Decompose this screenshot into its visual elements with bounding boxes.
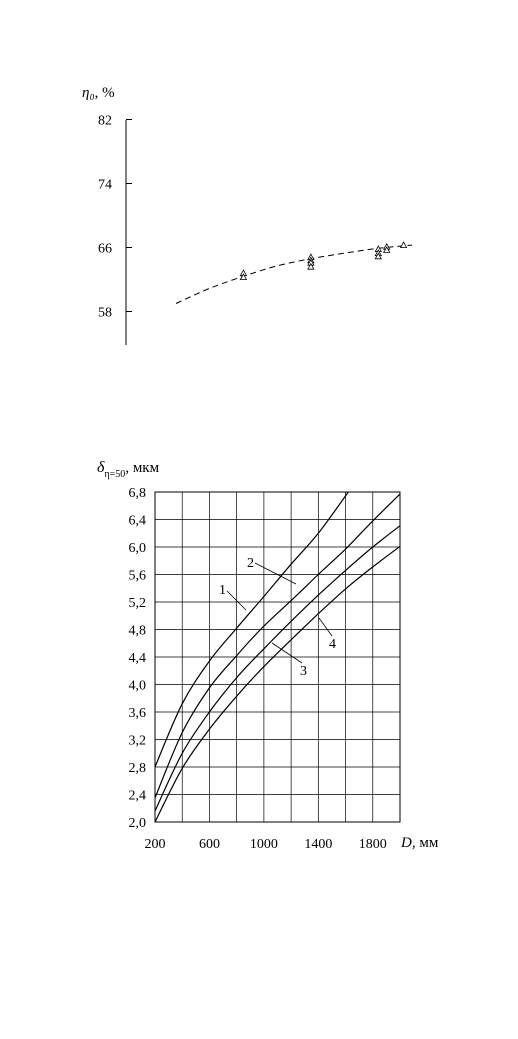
efficiency-y-tick-label: 66 (98, 241, 112, 257)
cut-size-curve-2 (155, 494, 400, 798)
cut-size-x-tick-label: 600 (198, 837, 220, 852)
efficiency-y-tick-label: 82 (98, 113, 112, 129)
efficiency-y-ticks (98, 114, 132, 321)
cut-size-ylabel (97, 459, 160, 480)
cut-size-curve-label-4: 4 (329, 637, 336, 652)
cut-size-y-tick-label: 4,8 (128, 623, 146, 639)
cut-size-y-tick-label: 2,0 (128, 816, 146, 831)
efficiency-ylabel-symbol: η₀ (82, 85, 95, 101)
cut-size-x-ticks (145, 837, 387, 852)
cut-size-chart (97, 459, 439, 852)
cut-size-x-tick-label: 1800 (358, 837, 387, 852)
cut-size-y-ticks (129, 486, 147, 831)
cut-size-y-tick-label: 6,8 (128, 486, 146, 501)
efficiency-y-tick-label: 58 (98, 305, 112, 321)
cut-size-y-tick-label: 5,2 (128, 596, 146, 611)
efficiency-ylabel-unit: , % (94, 85, 115, 101)
cut-size-y-tick-label: 2,4 (128, 788, 146, 804)
cut-size-y-tick-label: 4,0 (128, 678, 146, 694)
cut-size-ylabel-symbol: δ (97, 459, 105, 476)
cut-size-xlabel (400, 835, 439, 851)
cut-size-xlabel-unit: , мм (411, 835, 439, 851)
cut-size-curve-label-2: 2 (247, 556, 254, 571)
cut-size-y-tick-label: 5,6 (128, 568, 146, 584)
cut-size-curve-label-leader (272, 643, 302, 663)
cut-size-y-tick-label: 6,0 (128, 541, 146, 556)
cut-size-curve-label-leader (319, 618, 332, 636)
efficiency-chart (82, 85, 412, 345)
cut-size-curve-3 (155, 526, 400, 811)
cut-size-y-tick-label: 3,2 (128, 733, 146, 749)
cut-size-ylabel-unit: , мкм (125, 460, 160, 476)
efficiency-ylabel (82, 85, 115, 101)
efficiency-y-tick-label: 74 (98, 177, 112, 193)
cut-size-x-tick-label: 1000 (249, 837, 278, 852)
cut-size-y-tick-label: 2,8 (128, 761, 146, 776)
cut-size-y-tick-label: 6,4 (128, 513, 146, 529)
efficiency-data-point (401, 242, 407, 248)
cut-size-y-tick-label: 3,6 (128, 706, 146, 721)
cut-size-y-tick-label: 4,4 (128, 651, 146, 666)
cut-size-ylabel-subscript: η=50 (104, 469, 126, 480)
cut-size-x-tick-label: 200 (144, 837, 166, 852)
cut-size-grid (155, 492, 400, 822)
cut-size-xlabel-symbol: D (401, 835, 412, 851)
cut-size-x-tick-label: 1400 (304, 837, 333, 852)
cut-size-curve-label-3: 3 (300, 664, 307, 679)
cut-size-curve-label-1: 1 (219, 583, 226, 598)
